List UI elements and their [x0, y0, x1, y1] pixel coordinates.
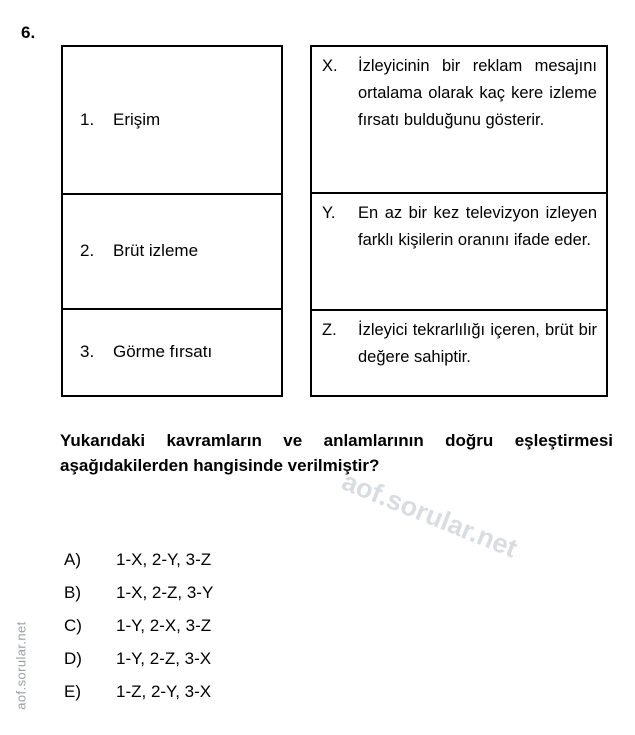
option-e[interactable]	[64, 675, 364, 708]
table-row	[312, 47, 606, 194]
table-row	[63, 310, 281, 395]
option-c[interactable]	[64, 609, 364, 642]
definition-text: En az bir kez televizyon izleyen farklı kişilerin oranını ifade eder.	[358, 204, 597, 249]
option-text: 1-X, 2-Y, 3-Z	[116, 550, 212, 569]
definitions-table	[310, 45, 608, 397]
concept-label: Görme fırsatı	[113, 342, 213, 362]
option-key: B)	[64, 583, 81, 602]
option-key: A)	[64, 550, 81, 569]
option-b[interactable]	[64, 576, 364, 609]
concept-number: 1.	[80, 109, 95, 129]
concept-item	[80, 342, 212, 362]
concept-item	[80, 110, 160, 130]
question-prompt: Yukarıdaki kavramların ve anlamlarının doğru eşleştirmesi aşağıdakilerden hangisinde verilmiştir?	[60, 431, 613, 475]
concept-item	[80, 241, 198, 261]
option-text: 1-Y, 2-X, 3-Z	[116, 616, 212, 635]
definition-key: Y.	[322, 204, 336, 222]
concept-number: 3.	[80, 342, 95, 362]
concept-label: Brüt izleme	[113, 241, 199, 261]
concept-number: 2.	[80, 241, 95, 261]
option-text: 1-X, 2-Z, 3-Y	[116, 583, 214, 602]
table-row	[312, 194, 606, 311]
table-row	[312, 311, 606, 395]
watermark-vertical: aof.sorular.net	[13, 621, 29, 710]
option-a[interactable]	[64, 543, 364, 576]
option-text: 1-Y, 2-Z, 3-X	[116, 649, 212, 668]
question-number: 6.	[21, 23, 36, 42]
option-key: D)	[64, 649, 82, 668]
options-list	[64, 543, 364, 708]
definition-key: Z.	[322, 321, 337, 339]
option-d[interactable]	[64, 642, 364, 675]
option-text: 1-Z, 2-Y, 3-X	[116, 682, 212, 701]
option-key: E)	[64, 682, 81, 701]
definition-text: İzleyici tekrarlılığı içeren, brüt bir değere sahiptir.	[358, 321, 597, 366]
definition-key: X.	[322, 57, 338, 75]
watermark-diagonal: aof.sorular.net	[337, 466, 522, 564]
definition-text: İzleyicinin bir reklam mesajını ortalama olarak kaç kere izleme fırsatı bulduğunu gösterir.	[358, 57, 597, 129]
table-row	[63, 47, 281, 195]
concept-label: Erişim	[113, 109, 161, 129]
table-row	[63, 195, 281, 310]
concepts-table	[61, 45, 283, 397]
option-key: C)	[64, 616, 82, 635]
